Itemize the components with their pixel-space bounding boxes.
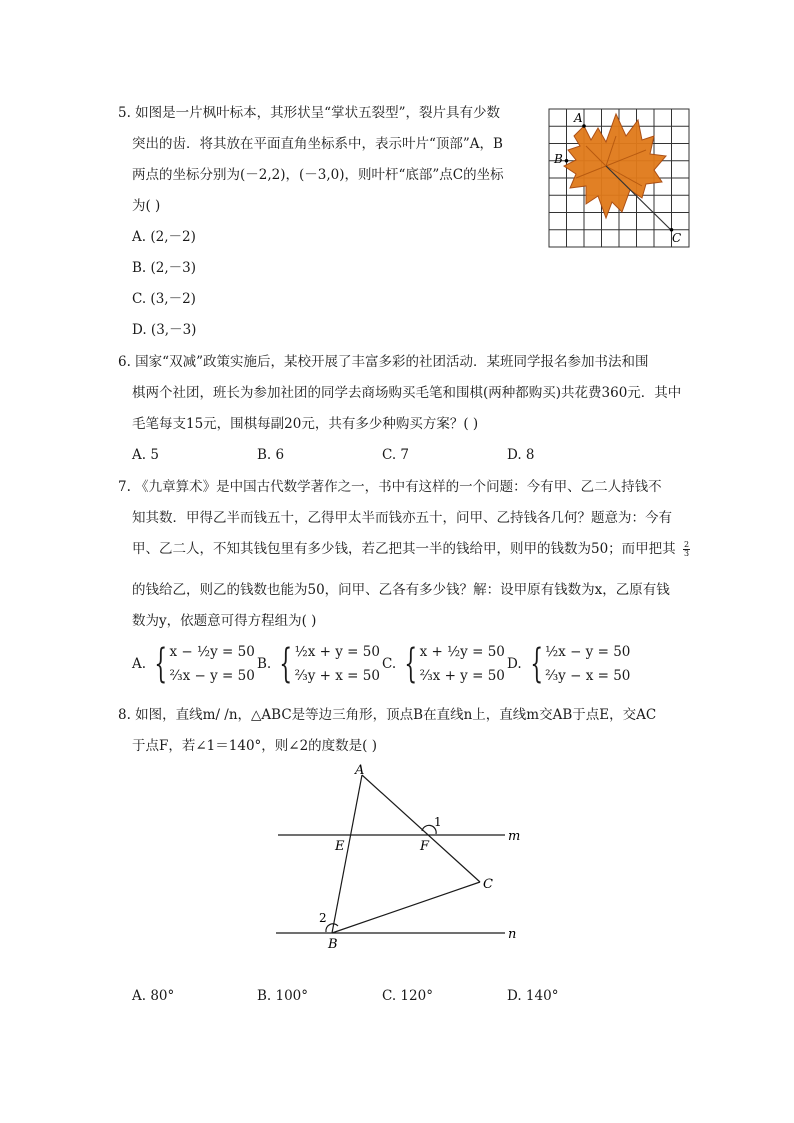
segment-bc: [332, 882, 480, 933]
segment-ac: [362, 775, 480, 882]
q5-line-4: 为( ): [132, 198, 161, 214]
q7-option-c-label: C.: [382, 656, 397, 672]
q7-line-2: 知其数．甲得乙半而钱五十，乙得甲太半而钱亦五十，问甲、乙持钱各几何？题意为：今有: [132, 510, 672, 526]
q7-line-3: 甲、乙二人，不知其钱包里有多少钱，若乙把其一半的钱给甲，则甲的钱数为50；而甲把其: [132, 541, 676, 557]
q6-line-3: 毛笔每支15元，围棋每副20元，共有多少种购买方案？( ): [132, 416, 479, 432]
q6-option-a[interactable]: A. 5: [132, 447, 159, 463]
label-b: B: [328, 937, 338, 950]
q8-option-b[interactable]: B. 100°: [257, 988, 309, 1004]
q5-line-3: 两点的坐标分别为(－2,2)，(－3,0)，则叶杆“底部”点C的坐标: [132, 167, 504, 183]
q7-line-4: 的钱给乙，则乙的钱数也能为50，问甲、乙各有多少钱？解：设甲原有钱数为x，乙原有钱: [132, 582, 670, 598]
label-a: A: [355, 763, 365, 778]
point-c-label: C: [672, 231, 682, 245]
q5-line-2: 突出的齿．将其放在平面直角坐标系中，表示叶片“顶部”A，B: [132, 136, 503, 152]
q7-option-c-eq2: ⅔x + y = 50: [419, 668, 505, 684]
q5-option-a[interactable]: A. (2,－2): [132, 229, 196, 245]
q6-option-d[interactable]: D. 8: [507, 447, 535, 463]
q7-option-b-eq1: ½x + y = 50: [294, 644, 380, 660]
q7-option-a-label: A.: [132, 656, 147, 672]
q8-line-1: 8. 如图，直线m/ /n，△ABC是等边三角形，顶点B在直线n上，直线m交AB于点E，交AC: [118, 707, 657, 723]
q5-option-c[interactable]: C. (3,－2): [132, 291, 196, 307]
q8-line-2: 于点F，若∠1＝140°，则∠2的度数是( ): [132, 738, 378, 754]
label-e: E: [335, 839, 345, 854]
q7-line-5: 数为y，依题意可得方程组为( ): [132, 613, 317, 629]
label-c: C: [483, 877, 493, 892]
maple-leaf-shape: [564, 114, 666, 218]
brace-icon: {: [154, 641, 168, 687]
q7-option-d-eq1: ½x − y = 50: [545, 644, 631, 660]
q6-option-b[interactable]: B. 6: [257, 447, 285, 463]
q8-option-d[interactable]: D. 140°: [507, 988, 559, 1004]
label-m: m: [508, 829, 521, 844]
q8-triangle-figure: [270, 760, 530, 950]
q6-option-c[interactable]: C. 7: [382, 447, 410, 463]
q8-option-c[interactable]: C. 120°: [382, 988, 433, 1004]
q7-option-c-eq1: x + ½y = 50: [419, 644, 505, 660]
point-b-label: B: [554, 152, 563, 166]
q7-option-d[interactable]: [507, 643, 630, 685]
label-angle-1: 1: [434, 815, 442, 829]
q6-line-2: 棋两个社团，班长为参加社团的同学去商场购买毛笔和围棋(两种都购买)共花费360元．其中: [132, 385, 682, 401]
q5-option-b[interactable]: B. (2,－3): [132, 260, 197, 276]
q7-option-a-eq2: ⅔x − y = 50: [169, 668, 255, 684]
q7-two-thirds-fraction: $\frac{2}{3}$: [684, 540, 690, 558]
q8-option-a[interactable]: A. 80°: [132, 988, 175, 1004]
label-angle-2: 2: [319, 911, 327, 925]
q7-option-b-label: B.: [257, 656, 272, 672]
q7-option-a[interactable]: [132, 643, 255, 685]
q7-option-b-eq2: ⅔y + x = 50: [294, 668, 380, 684]
brace-icon: {: [404, 641, 418, 687]
q7-line-1: 7. 《九章算术》是中国古代数学著作之一，书中有这样的一个问题：今有甲、乙二人持钱不: [118, 479, 662, 495]
brace-icon: {: [530, 641, 543, 687]
label-f: F: [420, 839, 430, 854]
q7-option-d-label: D.: [507, 656, 522, 672]
q7-option-d-eq2: ⅔y − x = 50: [545, 668, 631, 684]
label-n: n: [508, 927, 517, 942]
q7-option-b[interactable]: [257, 643, 380, 685]
q7-option-a-eq1: x − ½y = 50: [169, 644, 255, 660]
q7-option-c[interactable]: [382, 643, 505, 685]
q5-option-d[interactable]: D. (3,－3): [132, 322, 197, 338]
q5-maple-leaf-figure: [546, 106, 696, 251]
point-a-label: A: [574, 111, 583, 125]
segment-ab: [332, 775, 362, 933]
q5-line-1: 5. 如图是一片枫叶标本，其形状呈“掌状五裂型”，裂片具有少数: [118, 105, 500, 121]
brace-icon: {: [279, 641, 293, 687]
q6-line-1: 6. 国家“双减”政策实施后，某校开展了丰富多彩的社团活动．某班同学报名参加书法和围: [118, 354, 649, 370]
